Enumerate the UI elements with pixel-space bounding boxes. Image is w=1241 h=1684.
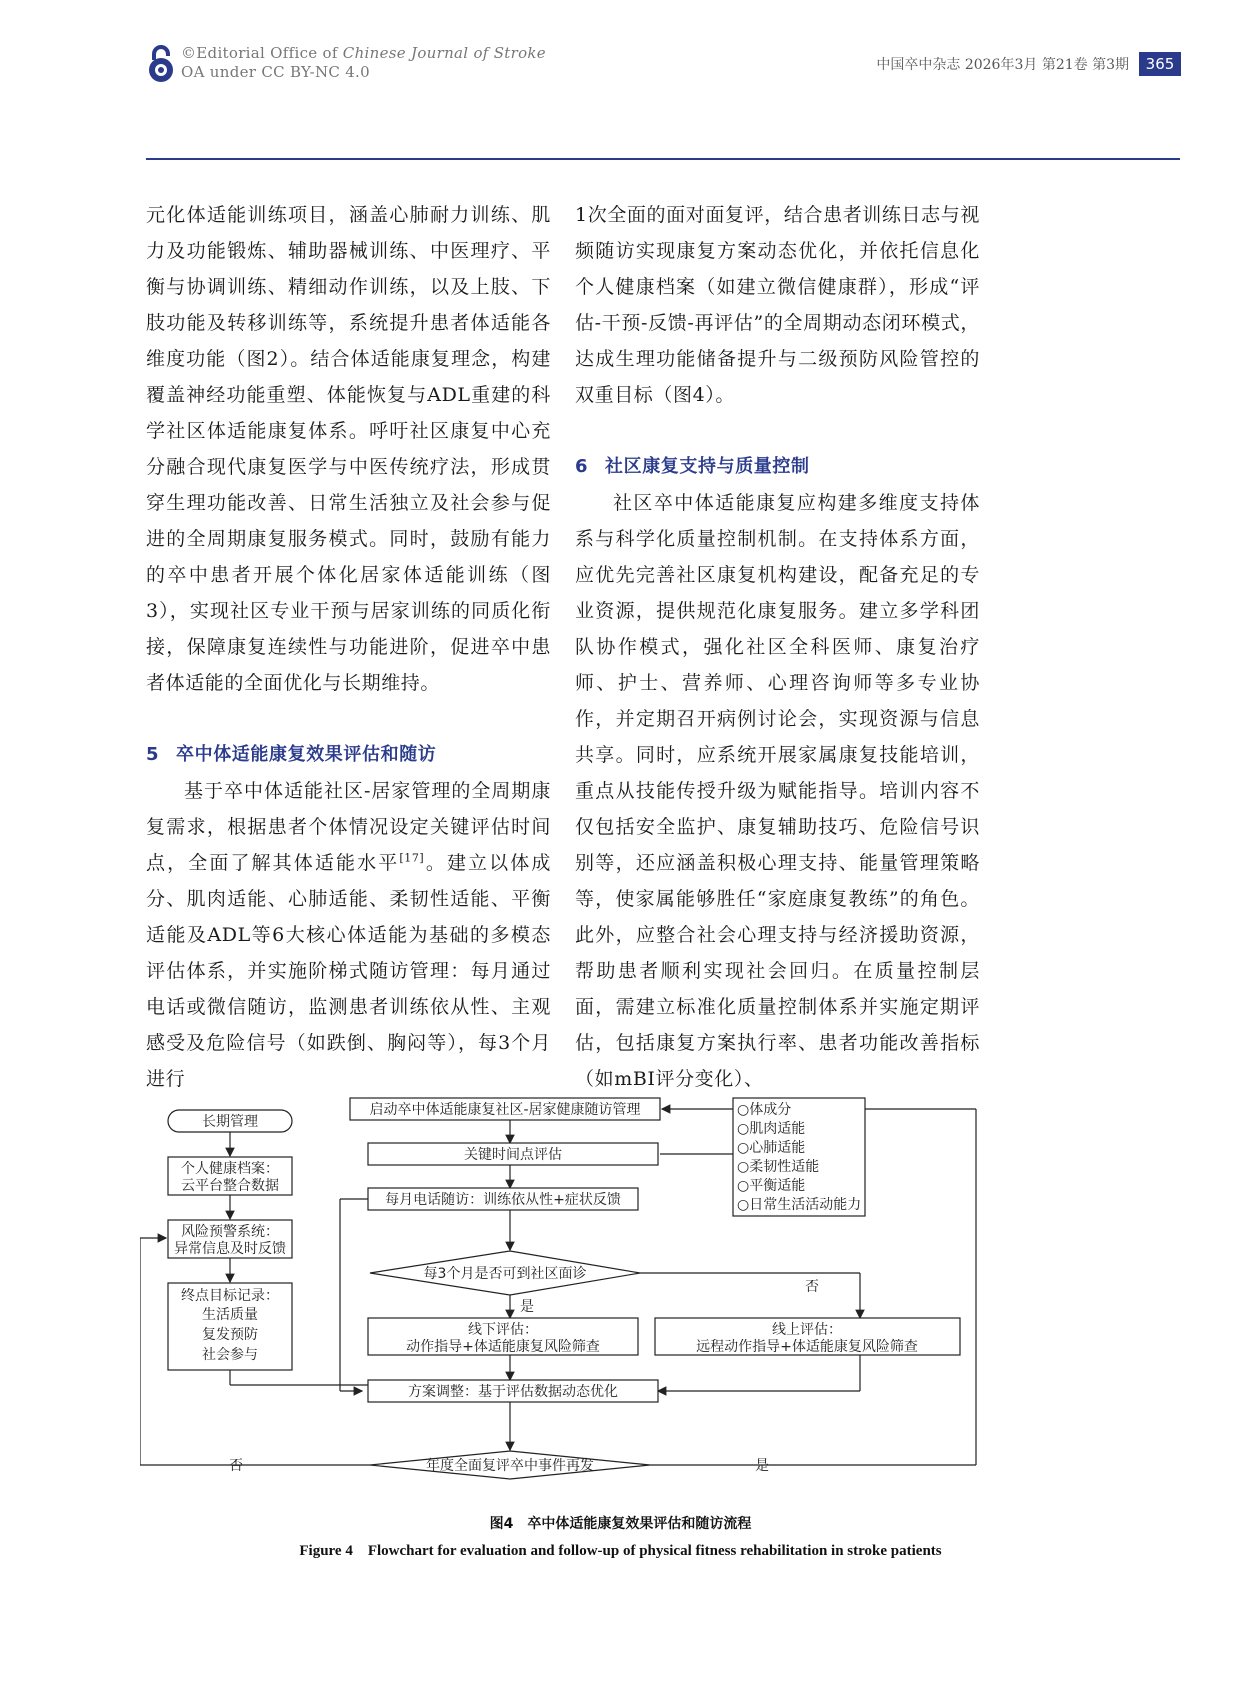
online-eval-title: 线上评估： [772,1322,842,1338]
section-6-number: 6 [575,456,589,477]
decision-yes-label: 是 [520,1299,534,1315]
spacer [146,701,551,737]
item-flexibility-fitness: ○柔韧性适能 [737,1159,820,1175]
plan-adjust-label: 方案调整：基于评估数据动态优化 [408,1384,618,1400]
annual-yes-label: 是 [755,1458,769,1474]
section-5-paragraph [146,773,551,1097]
start-box-label: 启动卒中体适能康复社区-居家健康随访管理 [369,1102,641,1118]
page-header [0,0,1241,160]
decision-label: 每3个月是否可到社区面诊 [423,1266,587,1282]
offline-eval-detail: 动作指导+体适能康复风险筛查 [406,1339,600,1355]
monthly-followup-label: 每月电话随访：训练依从性+症状反馈 [385,1192,621,1208]
left-column [146,197,551,1097]
decision-no-label: 否 [805,1279,819,1295]
endpoint-social-participation: 社会参与 [202,1347,258,1363]
item-adl: ○日常生活活动能力 [737,1197,862,1213]
section-5-number: 5 [146,744,160,765]
annual-review-label: 年度全面复评卒中事件再发 [426,1458,594,1474]
item-cardiopulmonary-fitness: ○心肺适能 [737,1140,806,1156]
left-paragraph-1: 元化体适能训练项目，涵盖心肺耐力训练、肌力及功能锻炼、辅助器械训练、中医理疗、平衡与协调训练、精细动作训练，以及上肢、下肢功能及转移训练等，系统提升患者体适能各维度功能（图2）。结合体适能康复理念，构建覆盖神经功能重塑、体能恢复与ADL重建的科学社区体适能康复体系。呼吁社区康复中心充分融合现代康复医学与中医传统疗法，形成贯穿生理功能改善、日常生活独立及社会参与促进的全周期康复服务模式。同时，鼓励有能力的卒中患者开展个体化居家体适能训练（图3），实现社区专业干预与居家训练的同质化衔接，保障康复连续性与功能进阶，促进卒中患者体适能的全面优化与长期维持。 [146,204,551,694]
spacer [575,413,980,449]
journal-name: Chinese Journal of Stroke [342,44,546,62]
section-5-heading [146,737,551,773]
license-text: OA under CC BY-NC 4.0 [181,63,370,81]
risk-warning-detail: 异常信息及时反馈 [174,1241,286,1257]
annual-no-label: 否 [229,1458,243,1474]
copyright-notice [181,44,546,82]
flowchart-svg [140,1095,1060,1495]
copyright-prefix: ©Editorial Office of [181,44,338,62]
endpoint-record-title: 终点目标记录： [181,1288,279,1304]
key-time-label: 关键时间点评估 [464,1147,562,1163]
section-5-title: 卒中体适能康复效果评估和随访 [176,744,437,765]
section-6-paragraph: 社区卒中体适能康复应构建多维度支持体系与科学化质量控制机制。在支持体系方面，应优先完善社区康复机构建设，配备充足的专业资源，提供规范化康复服务。建立多学科团队协作模式，强化社区全科医师、康复治疗师、护士、营养师、心理咨询师等多专业协作，并定期召开病例讨论会，实现资源与信息共享。同时，应系统开展家属康复技能培训，重点从技能传授升级为赋能指导。培训内容不仅包括安全监护、康复辅助技巧、危险信号识别等，还应涵盖积极心理支持、能量管理策略等，使家属能够胜任“家庭康复教练”的角色。此外，应整合社会心理支持与经济援助资源，帮助患者顺利实现社会回归。在质量控制层面，需建立标准化质量控制体系并实施定期评估，包括康复方案执行率、患者功能改善指标（如mBI评分变化）、 [575,492,980,1090]
figure-caption-en: Figure 4 Flowchart for evaluation and follow-up of physical fitness rehabilitation in stroke patients [299,1543,942,1559]
section-5-text-b: 。建立以体成分、肌肉适能、心肺适能、柔韧性适能、平衡适能及ADL等6大核心体适能为基础的多模态评估体系，并实施阶梯式随访管理：每月通过电话或微信随访，监测患者训练依从性、主观感受及危险信号（如跌倒、胸闷等），每3个月进行 [146,852,551,1090]
item-muscle-fitness: ○肌肉适能 [737,1121,806,1137]
endpoint-recurrence-prevention: 复发预防 [202,1327,258,1343]
figure-4-flowchart [140,1095,1060,1495]
offline-eval-title: 线下评估： [468,1322,538,1338]
health-archive-title: 个人健康档案： [181,1161,279,1177]
endpoint-quality-of-life: 生活质量 [202,1307,258,1323]
right-column [575,197,980,1097]
long-term-management-label: 长期管理 [202,1114,258,1130]
open-access-icon [146,44,176,84]
header-rule [146,158,1180,160]
health-archive-detail: 云平台整合数据 [181,1178,279,1194]
item-balance-fitness: ○平衡适能 [737,1178,806,1194]
risk-warning-title: 风险预警系统： [181,1224,279,1240]
reference-17[interactable]: [17] [399,851,425,865]
section-6-title: 社区康复支持与质量控制 [605,456,810,477]
page-number: 365 [1139,52,1181,76]
journal-issue-info: 中国卒中杂志 2026年3月 第21卷 第3期 [876,57,1129,73]
figure-caption-cn: 图4 卒中体适能康复效果评估和随访流程 [489,1516,752,1532]
online-eval-detail: 远程动作指导+体适能康复风险筛查 [696,1339,918,1355]
section-6-heading [575,449,980,485]
item-body-composition: ○体成分 [737,1102,792,1118]
right-paragraph-1: 1次全面的面对面复评，结合患者训练日志与视频随访实现康复方案动态优化，并依托信息化个人健康档案（如建立微信健康群），形成“评估-干预-反馈-再评估”的全周期动态闭环模式，达成生理功能储备提升与二级预防风险管控的双重目标（图4）。 [575,204,980,406]
section-5-text-a: 基于卒中体适能社区-居家管理的全周期康复需求，根据患者个体情况设定关键评估时间点，全面了解其体适能水平 [146,780,551,874]
